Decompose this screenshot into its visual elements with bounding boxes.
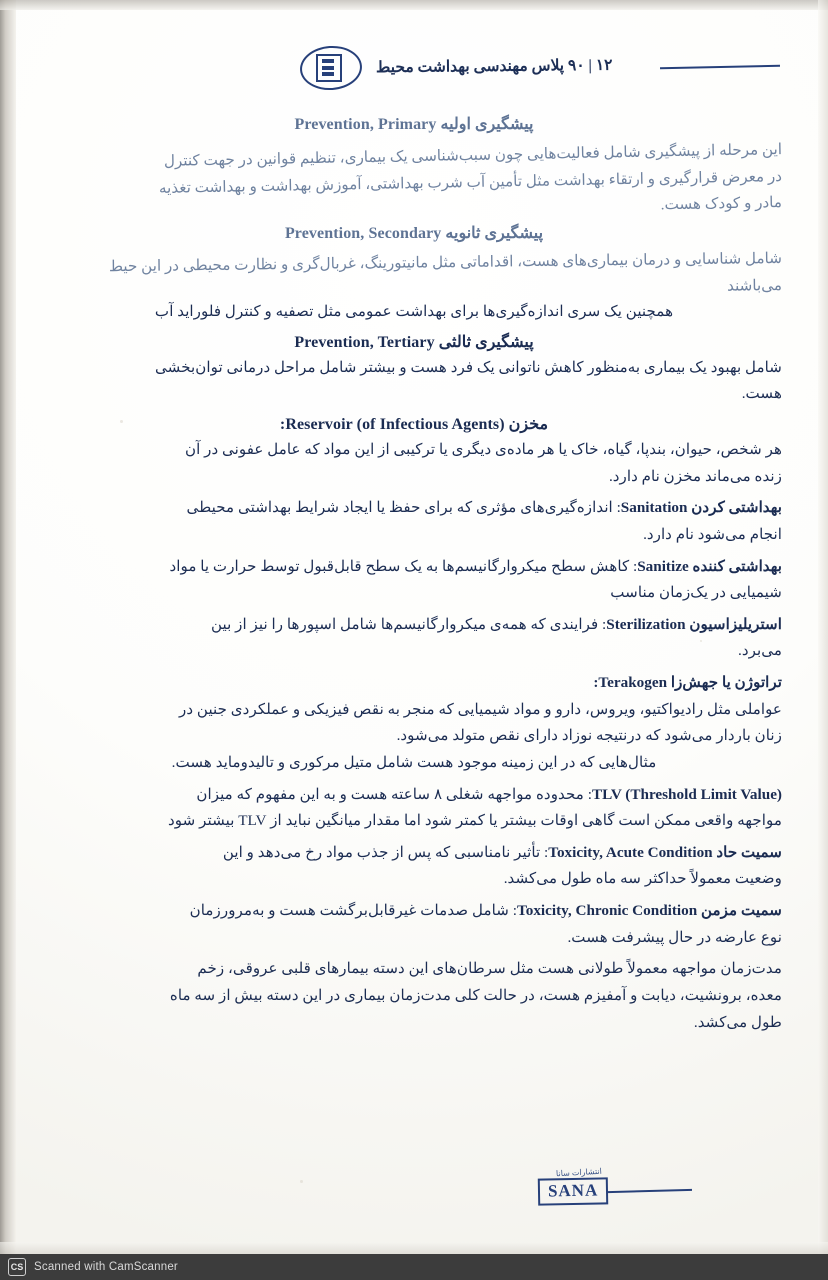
section-line: این مرحله از پیشگیری شامل فعالیت‌هایی چون سبب‌شناسی یک بیماری، تنظیم قوانین در جهت کنترل	[163, 141, 783, 170]
page-edge-shadow-left	[0, 0, 16, 1280]
section-line: همچنین یک سری اندازه‌گیری‌ها برای بهداشت عمومی مثل تصفیه و کنترل فلوراید آب	[154, 303, 674, 321]
stamp-scribble: انتشارات سانا	[555, 1166, 603, 1179]
term-entry	[46, 496, 782, 521]
section-line: هر شخص، حیوان، بندپا، گیاه، خاک یا هر ماده‌ی دیگری یا ترکیبی از این مواد که عامل عفونی در آن	[184, 441, 782, 458]
section-line: شامل بهبود یک بیماری به‌منظور کاهش ناتوانی یک فرد هست و بیشتر شامل مراحل درمانی توان‌بخشی	[154, 358, 782, 376]
closing-line: معده، برونشیت، دیابت و آمفیزم هست، در حالت کلی مدت‌زمان بیماری در این دسته بیش از سه ماه	[169, 986, 782, 1004]
stamp-text: SANA	[537, 1177, 608, 1205]
stamp-tail	[608, 1189, 692, 1193]
term-label: بهداشتی کننده Sanitize	[637, 557, 782, 575]
scan-speck	[300, 1180, 303, 1183]
section-line: شامل شناسایی و درمان بیماری‌های هست، اقداماتی مثل مانیتورینگ، غربال‌گری و نظارت محیطی در این حیط	[108, 249, 783, 276]
term-text: : محدوده مواجهه شغلی ۸ ساعته هست و به این مفهوم که میزان	[196, 785, 592, 803]
closing-line: طول می‌کشد.	[693, 1013, 782, 1031]
term-label: سمیت مزمن Toxicity, Chronic Condition	[517, 902, 782, 919]
term-label: بهداشتی کردن Sanitation	[620, 499, 782, 517]
camscanner-label: Scanned with CamScanner	[34, 1261, 178, 1273]
term-text: زنان باردار می‌شود که درنتیجه نوزاد دارای نقص متولد می‌شود.	[396, 727, 782, 745]
term-text: : شامل صدمات غیرقابل‌برگشت هست و به‌مرورزمان	[189, 902, 517, 919]
term-label: تراتوژن یا جهش‌زا Terakogen:	[593, 674, 782, 691]
section-line: در معرض قرارگیری و ارتقاء بهداشت مثل تأمین آب شرب بهداشتی، آموزش بهداشت و بهداشت تغذیه	[158, 167, 783, 197]
section-heading: مخزن Reservoir (of Infectious Agents):	[279, 416, 549, 433]
section-line: زنده می‌ماند مخزن نام دارد.	[608, 467, 782, 485]
section-heading: پیشگیری اولیه Prevention, Primary	[294, 116, 534, 133]
term-text: : فرایندی که همه‌ی میکروارگانیسم‌ها شامل اسپورها را نیز از بین	[211, 615, 607, 633]
section-heading: پیشگیری ثالثی Prevention, Tertiary	[294, 333, 534, 351]
term-text: : اندازه‌گیری‌های مؤثری که برای حفظ یا ایجاد شرایط بهداشتی محیطی	[186, 499, 621, 517]
term-entry	[46, 783, 782, 808]
sana-box-stamp-icon	[478, 1166, 698, 1216]
section-line: مادر و کودک هست.	[660, 194, 783, 214]
term-entry	[46, 899, 782, 924]
term-continuation: وضعیت معمولاً حداکثر سه ماه طول می‌کشد.	[503, 870, 782, 888]
page-edge-shadow-top	[0, 0, 828, 10]
page-title: ۱۲ | ۹۰ پلاس مهندسی بهداشت محیط	[375, 56, 613, 76]
term-text: عواملی مثل رادیواکتیو، ویروس، دارو و مواد شیمیایی که منجر به نقص فیزیکی و عملکردی جنین در	[178, 700, 782, 718]
camscanner-logo-icon: CS	[8, 1258, 26, 1276]
term-entry	[46, 555, 782, 580]
term-text: : تأثیر نامناسبی که پس از جذب مواد رخ می‌دهد و این	[222, 843, 549, 861]
term-continuation: شیمیایی در یک‌زمان مناسب	[610, 584, 782, 602]
camscanner-watermark-bar	[0, 1254, 828, 1280]
page-edge-shadow-right	[818, 0, 828, 1280]
section-line: می‌باشند	[726, 276, 783, 295]
term-entry	[46, 613, 782, 638]
page-content	[46, 108, 782, 1042]
term-continuation: می‌برد.	[738, 642, 782, 660]
term-label: TLV (Threshold Limit Value)	[591, 785, 782, 803]
oval-book-stamp-icon	[300, 44, 362, 88]
term-continuation: انجام می‌شود نام دارد.	[643, 525, 782, 543]
term-text: : کاهش سطح میکروارگانیسم‌ها به یک سطح قابل‌قبول توسط حرارت یا مواد	[169, 557, 638, 575]
term-label: استریلیزاسیون Sterilization	[606, 615, 782, 633]
term-text: مثال‌هایی که در این زمینه موجود هست شامل متیل مرکوری و تالیدوماید هست.	[171, 753, 657, 771]
term-continuation: نوع عارضه در حال پیشرفت هست.	[567, 928, 782, 946]
term-continuation: مواجهه واقعی ممکن است گاهی اوقات بیشتر یا کمتر شود اما مقدار میانگین نباید از TLV بیشتر شود	[168, 812, 782, 830]
term-entry	[46, 841, 782, 866]
term-label: سمیت حاد Toxicity, Acute Condition	[548, 843, 782, 861]
section-line: هست.	[741, 385, 782, 403]
closing-line: مدت‌زمان مواجهه معمولاً طولانی هست مثل سرطان‌های این دسته بیمارهای قلبی عروقی، زخم	[197, 960, 782, 978]
section-heading: پیشگیری ثانویه Prevention, Secondary	[284, 224, 544, 242]
